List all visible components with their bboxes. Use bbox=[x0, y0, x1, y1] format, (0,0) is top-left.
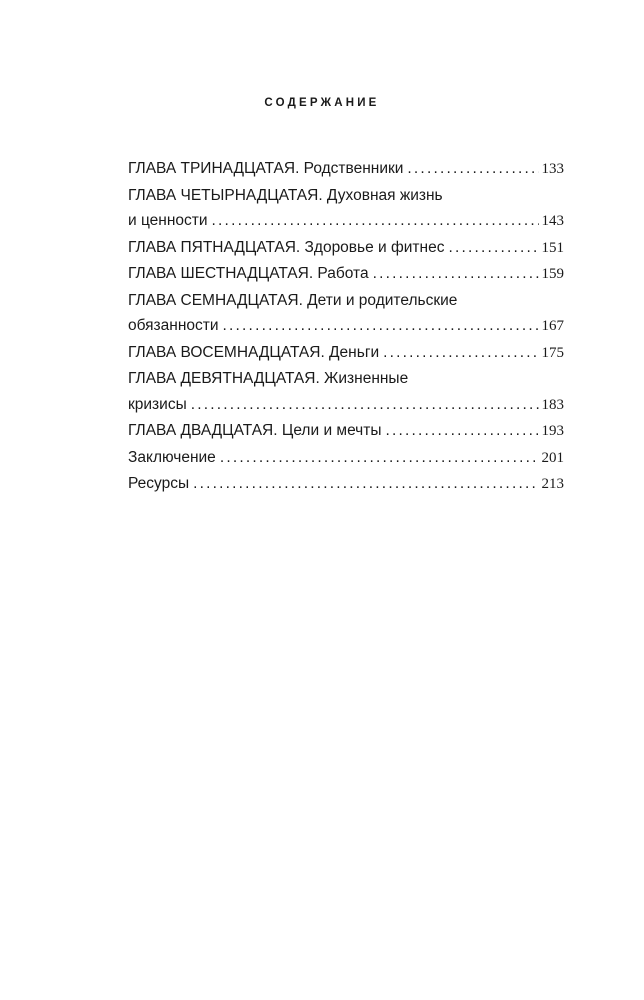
toc-heading: СОДЕРЖАНИЕ bbox=[264, 97, 380, 109]
toc-entry-chapter-20 bbox=[128, 418, 564, 445]
toc-page-number: 201 bbox=[541, 449, 564, 466]
toc-entry-title: ГЛАВА ДВАДЦАТАЯ. Цели и мечты bbox=[128, 422, 382, 439]
dot-leader bbox=[220, 445, 539, 471]
toc-page-number: 143 bbox=[541, 213, 564, 229]
toc-page-number: 183 bbox=[541, 396, 564, 413]
toc-entry-title-line-1: ГЛАВА СЕМНАДЦАТАЯ. Дети и родительские bbox=[128, 291, 458, 309]
toc-entry-chapter-19 bbox=[128, 366, 564, 418]
table-of-contents bbox=[128, 156, 564, 498]
dot-leader bbox=[407, 156, 538, 182]
dot-leader bbox=[448, 235, 538, 261]
toc-entry-title-line-1: ГЛАВА ДЕВЯТНАДЦАТАЯ. Жизненные bbox=[128, 370, 409, 387]
toc-entry-title: ГЛАВА ТРИНАДЦАТАЯ. Родственники bbox=[128, 160, 404, 177]
toc-entry-chapter-15 bbox=[128, 235, 564, 262]
toc-entry-chapter-16 bbox=[128, 261, 564, 288]
toc-entry-title-line-2: кризисы bbox=[128, 395, 187, 413]
toc-entry-conclusion bbox=[128, 445, 564, 472]
toc-entry-title: Ресурсы bbox=[128, 475, 190, 492]
toc-entry-title: ГЛАВА ПЯТНАДЦАТАЯ. Здоровье и фитнес bbox=[128, 238, 445, 256]
toc-entry-title: Заключение bbox=[128, 448, 216, 466]
toc-entry-chapter-13 bbox=[128, 156, 564, 183]
dot-leader bbox=[212, 208, 539, 234]
dot-leader bbox=[383, 340, 538, 366]
toc-entry-chapter-18 bbox=[128, 340, 564, 367]
toc-entry-title-line-2: обязанности bbox=[128, 317, 219, 334]
toc-page-number: 159 bbox=[541, 266, 564, 282]
toc-page-number: 151 bbox=[541, 239, 564, 256]
dot-leader bbox=[386, 418, 539, 444]
dot-leader bbox=[193, 471, 538, 497]
toc-entry-chapter-14 bbox=[128, 183, 564, 235]
toc-page-number: 213 bbox=[541, 476, 564, 492]
toc-page-number: 133 bbox=[541, 161, 564, 177]
dot-leader bbox=[223, 313, 539, 339]
toc-page-number: 167 bbox=[541, 318, 564, 334]
toc-page-number: 175 bbox=[541, 344, 564, 361]
toc-entry-title: ГЛАВА ШЕСТНАДЦАТАЯ. Работа bbox=[128, 265, 369, 282]
toc-entry-title: ГЛАВА ВОСЕМНАДЦАТАЯ. Деньги bbox=[128, 343, 380, 361]
toc-entry-chapter-17 bbox=[128, 288, 564, 340]
toc-entry-resources bbox=[128, 471, 564, 498]
toc-entry-title-line-1: ГЛАВА ЧЕТЫРНАДЦАТАЯ. Духовная жизнь bbox=[128, 186, 443, 204]
toc-entry-title-line-2: и ценности bbox=[128, 212, 208, 229]
toc-page-number: 193 bbox=[541, 423, 564, 439]
dot-leader bbox=[373, 261, 539, 287]
dot-leader bbox=[191, 392, 539, 418]
